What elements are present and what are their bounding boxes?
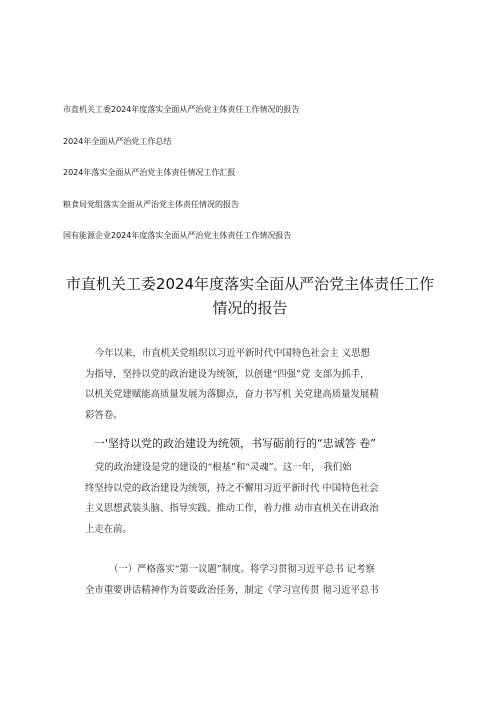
intro-line: 为指导，坚持以党的政治建设为统领，以创建“四强”党 支部为抓手， [85,368,370,380]
title-line-1: 市直机关工委2024年度落实全面从严治党主体责任工作 [65,275,435,293]
intro-line: 今年以来，市直机关党组织以习近平新时代中国特色社会主 义思想 [95,348,370,359]
title-line-2: 情况的报告 [212,299,288,317]
body-line: （一）严格落实“第一议题”制度。将学习贯彻习近平总书 记考察 [109,564,375,575]
table-of-contents [63,104,483,262]
toc-item: 国有能源企业2024年度落实全面从严治党主体责任工作情况报告 [63,231,292,240]
intro-paragraph [85,344,425,426]
intro-line: 彩答卷。 [85,409,123,421]
toc-item: 市直机关工委2024年度落实全面从严治党主体责任工作情况的报告 [63,105,300,114]
toc-item: 2024年全面从严治党工作总结 [63,136,172,146]
body-line: 全市重要讲话精神作为首要政治任务，制定《学习宣传贯 彻习近平总书 [85,584,379,596]
body-line: 上走在前。 [85,523,132,535]
section-heading: 一'坚持以党的政治建设为统领，书写砺前行的“忠诚答 卷” [94,437,376,450]
body-line: 主义思想武装头脑、指导实践、推动工作，着力推 动市直机关在讲政治 [85,503,379,514]
intro-line: 以机关党建赋能高质量发展为落脚点，奋力书写机 关党建高质量发展精 [85,389,379,400]
subsection1-paragraph [85,560,425,601]
toc-item: 粮食局党组落实全面从严治党主体责任情况的报告 [63,199,239,209]
body-line: 党的政治建设是党的建设的“根基”和“灵魂”。这一年， 我们始 [95,462,352,473]
body-line: 终坚持以党的政治建设为统领，持之不懈用习近平新时代 中国特色社会 [85,482,379,494]
document-title [40,272,460,320]
toc-item: 2024年落实全面从严治党主体责任情况工作汇报 [63,168,236,177]
section1-paragraph [85,458,425,540]
